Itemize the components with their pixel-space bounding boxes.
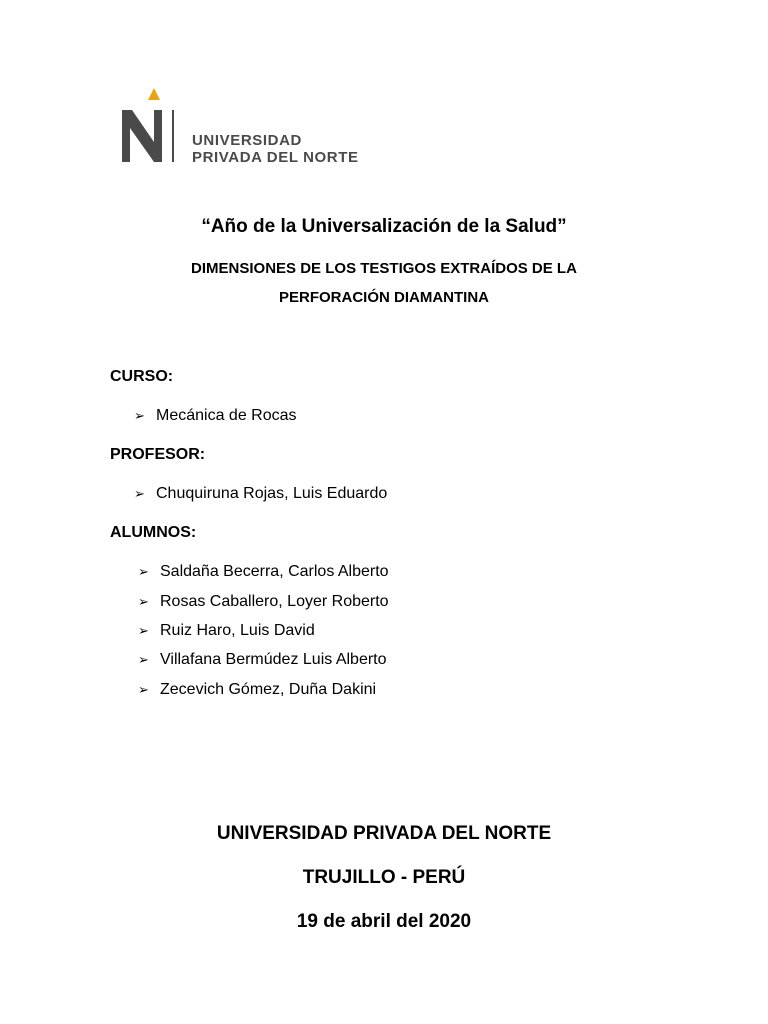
list-item: [138, 651, 387, 669]
bullet-arrow-icon: ➢: [138, 682, 149, 697]
list-item: [138, 681, 376, 699]
bullet-arrow-icon: ➢: [138, 594, 149, 609]
curso-label: CURSO:: [110, 368, 174, 385]
list-item: [138, 622, 315, 640]
list-item: [138, 593, 389, 611]
logo-text-line1: UNIVERSIDAD: [192, 132, 302, 149]
alumno-name: Zecevich Gómez, Duña Dakini: [160, 681, 377, 698]
logo-text-line2: PRIVADA DEL NORTE: [192, 149, 359, 166]
bullet-arrow-icon: ➢: [138, 652, 149, 667]
alumno-name: Ruiz Haro, Luis David: [160, 622, 315, 639]
footer-university: UNIVERSIDAD PRIVADA DEL NORTE: [216, 823, 552, 844]
document-title-line2: PERFORACIÓN DIAMANTINA: [279, 289, 489, 306]
list-item: [134, 485, 387, 503]
document-title-line1: DIMENSIONES DE LOS TESTIGOS EXTRAÍDOS DE LA: [191, 260, 577, 277]
university-logo: [118, 88, 408, 166]
profesor-label: PROFESOR:: [110, 446, 206, 463]
bullet-arrow-icon: ➢: [134, 408, 145, 423]
bullet-arrow-icon: ➢: [134, 486, 145, 501]
footer-date: 19 de abril del 2020: [296, 911, 472, 932]
bullet-arrow-icon: ➢: [138, 564, 149, 579]
bullet-arrow-icon: ➢: [138, 623, 149, 638]
year-motto: “Año de la Universalización de la Salud”: [201, 216, 567, 237]
footer-location: TRUJILLO - PERÚ: [302, 867, 466, 888]
alumno-name: Rosas Caballero, Loyer Roberto: [160, 593, 389, 610]
list-item: [134, 407, 297, 425]
upn-logo-mark-icon: [118, 88, 188, 166]
curso-name: Mecánica de Rocas: [156, 407, 297, 424]
alumnos-label: ALUMNOS:: [110, 524, 197, 541]
profesor-name: Chuquiruna Rojas, Luis Eduardo: [156, 485, 388, 502]
alumno-name: Saldaña Becerra, Carlos Alberto: [160, 563, 389, 580]
list-item: [138, 563, 389, 581]
alumno-name: Villafana Bermúdez Luis Alberto: [160, 651, 387, 668]
